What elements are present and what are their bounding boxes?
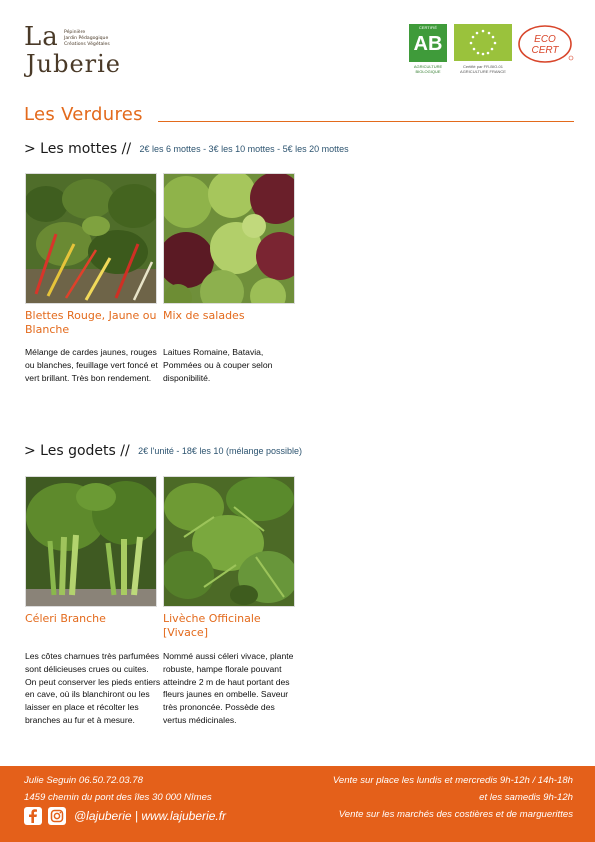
product-name-celeri: Céleri Branche [25, 612, 106, 625]
eu-leaf-icon [454, 24, 512, 61]
footer-sales-info [273, 772, 573, 823]
product-name-liveche: Livèche Officinale [Vivace] [163, 612, 261, 639]
sales-line: et les samedis 9h-12h [479, 792, 573, 803]
title-divider [158, 121, 574, 122]
logo-juberie: Juberie [26, 50, 121, 78]
salades-photo [163, 173, 295, 304]
sales-line: Vente sur les marchés des costières et de marguerittes [338, 809, 573, 820]
tagline: Créations Végétales [64, 42, 110, 47]
brand-logo [24, 22, 134, 80]
product-desc-blettes: Mélange de cardes jaunes, rouges ou blanches, feuillage vert foncé et vert brillant. Très bon rendement. [25, 347, 158, 383]
svg-text:CERT: CERT [531, 45, 559, 56]
section-title: Les Verdures [24, 104, 143, 125]
facebook-icon[interactable] [24, 807, 42, 825]
mottes-price: 2€ les 6 mottes - 3€ les 10 mottes - 5€ les 20 mottes [139, 144, 349, 154]
ab-caption: AGRICULTURE BIOLOGIQUE [413, 64, 443, 74]
ab-top-label: CERTIFIÉ [418, 25, 438, 30]
instagram-icon[interactable] [48, 807, 66, 825]
product-name-salades: Mix de salades [163, 309, 245, 322]
footer-contact [24, 772, 212, 806]
godets-price: 2€ l'unité - 18€ les 10 (mélange possible) [138, 446, 302, 456]
social-links [24, 807, 226, 825]
footer [0, 766, 595, 842]
social-handle-link[interactable]: @lajuberie | www.lajuberie.fr [74, 809, 227, 823]
product-desc-liveche: Nommé aussi céleri vivace, plante robuste, hampe florale pouvant atteindre 2 m de haut portant des fleurs jaunes en ombelle. Saveur très prononcée. Possède des vertus médicinales. [163, 651, 294, 725]
liveche-photo [163, 476, 295, 607]
svg-text:ECO: ECO [534, 34, 556, 45]
eu-organic-logo [454, 24, 512, 74]
blettes-photo [25, 173, 157, 304]
tagline: Jardin Pédagogique [64, 36, 109, 41]
ab-mark: AB [413, 33, 443, 55]
godets-heading-label: > Les godets // [24, 443, 130, 459]
ecocert-logo [518, 24, 574, 64]
eu-caption: Certifié par FR-BIO-01 AGRICULTURE FRANCE [460, 64, 506, 74]
sales-line: Vente sur place les lundis et mercredis 9h-12h / 14h-18h [332, 775, 573, 786]
godets-heading [24, 443, 302, 459]
mottes-heading-label: > Les mottes // [24, 141, 132, 157]
product-name-blettes: Blettes Rouge, Jaune ou Blanche [25, 309, 157, 336]
logo-taglines [64, 30, 110, 48]
mottes-heading [24, 141, 349, 157]
product-desc-salades: Laitues Romaine, Batavia, Pommées ou à couper selon disponibilité. [163, 347, 273, 383]
product-desc-celeri: Les côtes charnues très parfumées sont délicieuses crues ou cuites. On peut conserver les pieds entiers en cave, où ils blanchiront ou les laisser en place et récolter les branches au fur et à mesure. [25, 651, 161, 725]
celeri-photo [25, 476, 157, 607]
contact-phone: Julie Seguin 06.50.72.03.78 [24, 775, 143, 786]
ab-certification-logo [409, 24, 447, 74]
logo-la: La [24, 22, 59, 52]
tagline: Pépinière [64, 30, 86, 35]
contact-address: 1459 chemin du pont des îles 30 000 Nîmes [24, 792, 212, 803]
